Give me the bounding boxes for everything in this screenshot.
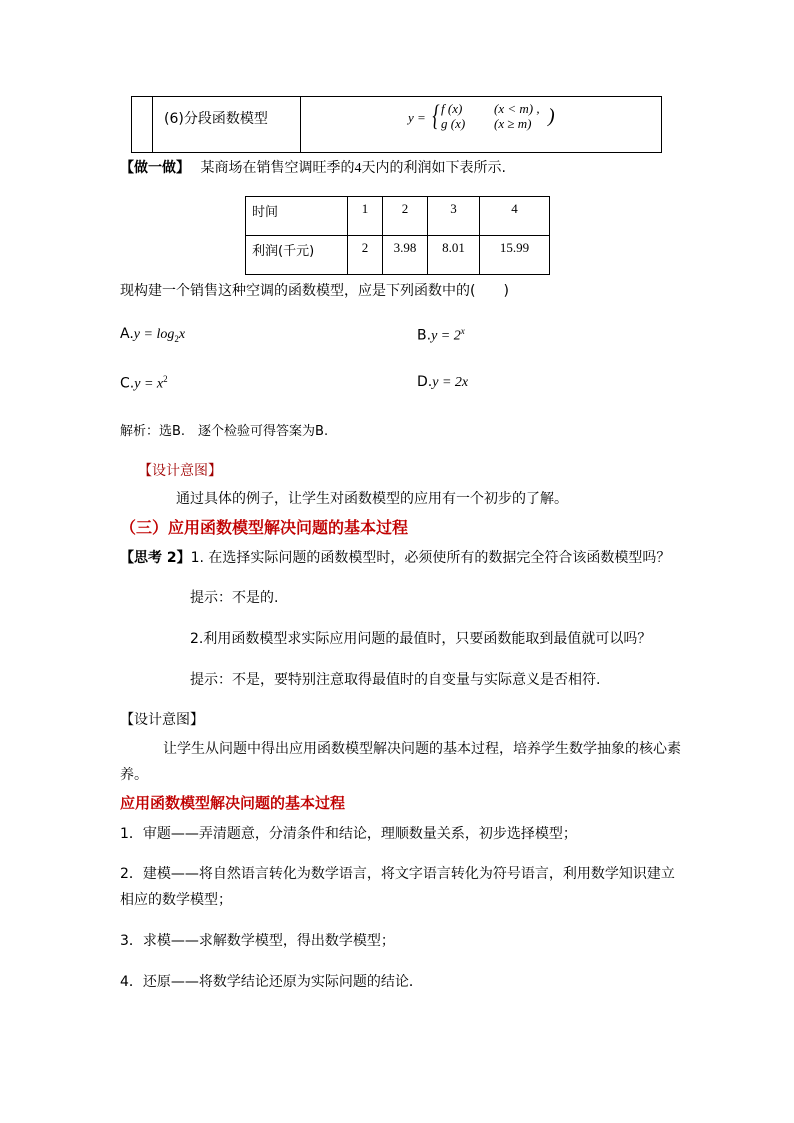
table-row bbox=[246, 236, 550, 275]
section-title: （三）应用函数模型解决问题的基本过程 bbox=[120, 518, 409, 537]
design-intent-title-2: 【设计意图】 bbox=[120, 712, 204, 728]
think2-q2: 2.利用函数模型求实际应用问题的最值时，只要函数能取到最值就可以吗？ bbox=[190, 631, 652, 647]
think2-line bbox=[120, 547, 670, 567]
do-it-num: 4 bbox=[354, 161, 362, 176]
piecewise-model-table bbox=[131, 96, 662, 153]
formula-cond1: (x < m) , bbox=[494, 101, 540, 116]
process-step-2-cont: 相应的数学模型； bbox=[120, 892, 232, 908]
do-it-text-b: 天内的利润如下表所示. bbox=[361, 160, 506, 176]
table-cell: 8.01 bbox=[428, 236, 480, 275]
do-it-line bbox=[120, 157, 506, 177]
do-it-tag: 【做一做】 bbox=[120, 160, 190, 176]
piecewise-formula bbox=[408, 101, 568, 135]
table-cell: 3.98 bbox=[383, 236, 428, 275]
table-cell-label bbox=[152, 97, 301, 152]
process-title: 应用函数模型解决问题的基本过程 bbox=[120, 794, 346, 812]
table-cell: 1 bbox=[348, 197, 383, 236]
table-row bbox=[246, 197, 550, 236]
table-cell: 利润(千元) bbox=[246, 236, 348, 275]
table-cell: 4 bbox=[480, 197, 550, 236]
design-intent-title: 【设计意图】 bbox=[138, 463, 222, 479]
table-cell: 2 bbox=[383, 197, 428, 236]
profit-table bbox=[245, 196, 550, 275]
formula-row1: f (x) bbox=[441, 101, 463, 116]
question-text: 现构建一个销售这种空调的函数模型，应是下列函数中的( ) bbox=[120, 283, 509, 299]
option-d: D.y = 2x bbox=[417, 374, 469, 390]
think2-a1: 提示：不是的. bbox=[190, 590, 279, 606]
option-a: $A.y = \log_2x$ bbox=[120, 326, 186, 344]
option-b: $B.y = 2^x$ bbox=[417, 326, 465, 344]
left-brace-icon: { bbox=[432, 99, 440, 132]
do-it-text-a: 某商场在销售空调旺季的 bbox=[200, 160, 355, 176]
think2-tag: 【思考 2】 bbox=[120, 550, 191, 566]
think2-q1: 1. 在选择实际问题的函数模型时，必须使所有的数据完全符合该函数模型吗？ bbox=[190, 550, 671, 566]
formula-cond2: (x ≥ m) bbox=[494, 116, 532, 131]
analysis-text: 解析：选B. 逐个检验可得答案为B. bbox=[120, 424, 329, 439]
table-cell: 15.99 bbox=[480, 236, 550, 275]
option-c: $C.y = x^2$ bbox=[120, 374, 168, 392]
right-paren-icon: ) bbox=[548, 105, 555, 127]
design-intent-text-2: 让学生从问题中得出应用函数模型解决问题的基本过程，培养学生数学抽象的核心素 bbox=[163, 741, 681, 757]
process-step-2: 2．建模——将自然语言转化为数学语言，将文字语言转化为符号语言，利用数学知识建立 bbox=[120, 866, 675, 882]
table-cell-blank bbox=[132, 97, 153, 152]
formula-y: y = bbox=[408, 110, 426, 125]
design-intent-text-2b: 养。 bbox=[120, 767, 148, 783]
model-label: (6)分段函数模型 bbox=[164, 111, 268, 127]
process-step-3: 3．求模——求解数学模型，得出数学模型； bbox=[120, 933, 395, 949]
table-cell: 3 bbox=[428, 197, 480, 236]
think2-a2: 提示：不是，要特别注意取得最值时的自变量与实际意义是否相符. bbox=[190, 672, 601, 688]
formula-row2: g (x) bbox=[441, 116, 466, 131]
table-cell: 2 bbox=[348, 236, 383, 275]
table-cell: 时间 bbox=[246, 197, 348, 236]
process-step-1: 1．审题——弄清题意，分清条件和结论，理顺数量关系，初步选择模型； bbox=[120, 826, 577, 842]
process-step-4: 4．还原——将数学结论还原为实际问题的结论． bbox=[120, 974, 423, 990]
design-intent-text: 通过具体的例子，让学生对函数模型的应用有一个初步的了解。 bbox=[176, 491, 568, 507]
